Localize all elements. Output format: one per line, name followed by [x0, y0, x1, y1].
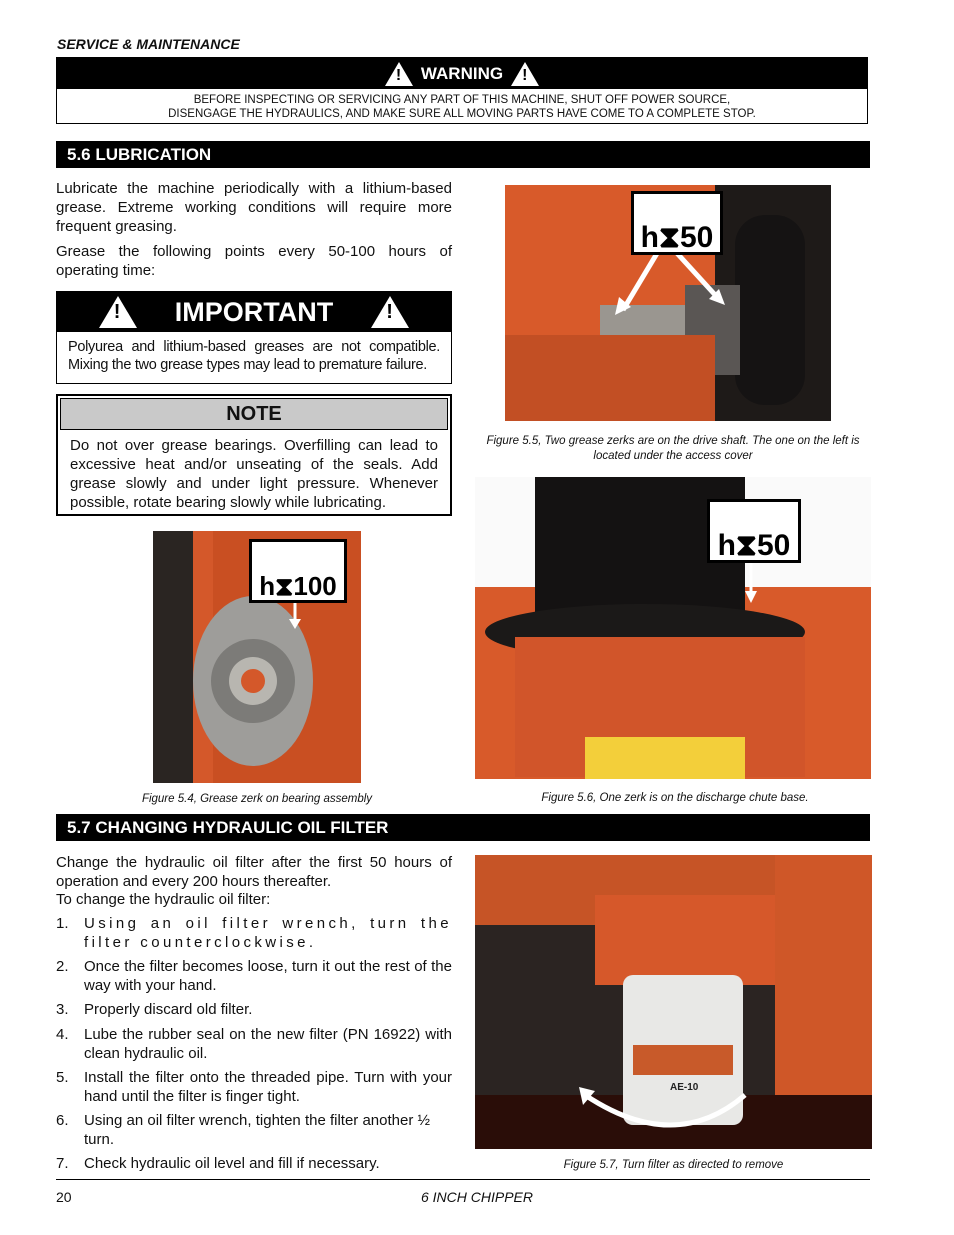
grease-interval-text: h⧗100 — [259, 571, 337, 601]
figure-5-7-photo — [475, 855, 872, 1149]
step-text: Using an oil filter wrench, turn the filter counterclockwise. — [84, 915, 452, 951]
footer-divider — [56, 1179, 870, 1180]
figure-5-5-caption: Figure 5.5, Two grease zerks are on the drive shaft. The one on the left is located under the access cover — [486, 435, 860, 462]
step-text: Check hydraulic oil level and fill if necessary. — [84, 1155, 380, 1172]
list-item — [56, 1025, 452, 1063]
warning-box — [56, 57, 868, 124]
footer-title: 6 INCH CHIPPER — [420, 1189, 534, 1205]
figure-5-4-caption: Figure 5.4, Grease zerk on bearing assembly — [141, 793, 373, 805]
step-number: 2. — [56, 958, 69, 975]
warning-line: DISENGAGE THE HYDRAULICS, AND MAKE SURE ALL MOVING PARTS HAVE COME TO A COMPLETE STOP. — [168, 108, 756, 120]
figure-5-7-caption: Figure 5.7, Turn filter as directed to remove — [563, 1159, 784, 1171]
discharge-chute-illustration — [475, 477, 871, 779]
lubrication-paragraph: Grease the following points every 50-100 hours of operating time: — [56, 243, 452, 279]
warning-icon: ! — [99, 296, 137, 328]
warning-icon: ! — [385, 62, 413, 86]
filter-label: AE-10 — [670, 1082, 699, 1093]
step-number: 7. — [56, 1155, 69, 1172]
step-number: 5. — [56, 1069, 69, 1086]
warning-title: WARNING — [420, 63, 504, 83]
important-bar — [57, 292, 451, 332]
figure-5-5-photo — [505, 185, 831, 421]
warning-bar — [57, 58, 867, 89]
note-box — [56, 394, 452, 516]
list-item — [56, 1111, 452, 1149]
page-number: 20 — [56, 1189, 72, 1205]
grease-interval-text: h⧗50 — [640, 221, 714, 254]
warning-icon: ! — [511, 62, 539, 86]
section-heading-lubrication: 5.6 LUBRICATION — [56, 141, 870, 168]
important-text: Polyurea and lithium-based greases are not compatible. Mixing the two grease types may lead to premature failure. — [68, 339, 440, 373]
list-item — [56, 957, 452, 995]
step-text: Properly discard old filter. — [84, 1001, 253, 1018]
section-label: SERVICE & MAINTENANCE — [57, 36, 240, 52]
figure-5-6-photo — [475, 477, 871, 779]
step-number: 3. — [56, 1001, 69, 1018]
list-item — [56, 1154, 452, 1173]
step-text: Once the filter becomes loose, turn it out the rest of the way with your hand. — [84, 958, 452, 994]
figure-5-6-caption: Figure 5.6, One zerk is on the discharge chute base. — [541, 792, 809, 804]
important-box — [56, 291, 452, 384]
step-number: 4. — [56, 1026, 69, 1043]
oil-filter-illustration — [475, 855, 872, 1149]
grease-interval-badge — [631, 191, 723, 255]
step-text: Lube the rubber seal on the new filter (PN 16922) with clean hydraulic oil. — [84, 1026, 452, 1062]
step-number: 6. — [56, 1112, 69, 1129]
lubrication-paragraph: Lubricate the machine periodically with a lithium-based grease. Extreme working conditions will require more frequent greasing. — [56, 180, 452, 235]
figure-5-4-photo — [153, 531, 361, 783]
grease-interval-text: h⧗50 — [717, 529, 791, 562]
step-text: Using an oil filter wrench, tighten the filter another ½ turn. — [84, 1112, 431, 1148]
note-title: NOTE — [60, 398, 448, 430]
grease-interval-badge — [707, 499, 801, 563]
note-text: Do not over grease bearings. Overfilling can lead to excessive heat and/or unseating of the seals. Add grease slowly and under light pressure. Whenever possible, rotate bearing slowly while lubricating. — [70, 437, 438, 511]
section-heading-oil-filter: 5.7 CHANGING HYDRAULIC OIL FILTER — [56, 814, 870, 841]
oil-filter-intro: Change the hydraulic oil filter after the first 50 hours of operation and every 200 hours thereafter. — [56, 854, 452, 890]
warning-icon: ! — [371, 296, 409, 328]
warning-text — [57, 89, 867, 121]
oil-filter-lead: To change the hydraulic oil filter: — [56, 891, 271, 908]
grease-interval-badge — [249, 539, 347, 603]
important-title: IMPORTANT — [174, 296, 334, 327]
step-text: Install the filter onto the threaded pipe. Turn with your hand until the filter is finger tight. — [84, 1069, 452, 1105]
step-number: 1. — [56, 915, 69, 932]
list-item — [56, 914, 452, 952]
list-item — [56, 1068, 452, 1106]
list-item — [56, 1000, 452, 1019]
warning-line: BEFORE INSPECTING OR SERVICING ANY PART OF THIS MACHINE, SHUT OFF POWER SOURCE, — [193, 94, 731, 106]
